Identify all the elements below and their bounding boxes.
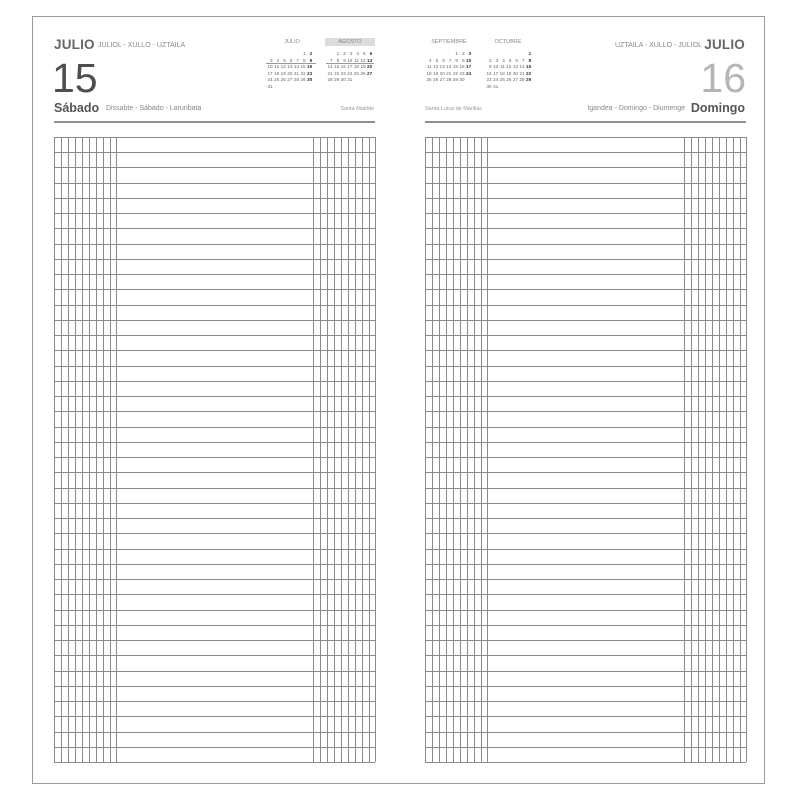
mini-cal-week — [485, 64, 531, 71]
right-month-name: JULIO — [704, 37, 745, 52]
mini-cal-day — [292, 51, 299, 58]
mini-cal-week — [266, 84, 312, 91]
mini-cal-day: 3 — [270, 57, 273, 63]
mini-cal-day: 25 — [353, 70, 359, 76]
mini-cal-day: 16 — [486, 70, 492, 76]
mini-cal-day — [352, 77, 359, 84]
left-month-translations: JULIOL - XULLO - UZTAILA — [98, 42, 186, 49]
mini-cal-day: 29 — [452, 77, 458, 83]
mini-cal-day: 12 — [360, 57, 366, 63]
mini-cal-day — [432, 51, 439, 58]
mini-cal-day — [505, 84, 512, 91]
mini-cal-day — [498, 84, 505, 91]
mini-cal-day: 3 — [349, 51, 353, 56]
mini-cal-week — [266, 51, 312, 58]
left-mini-cal-2-title: AGOSTO — [325, 38, 375, 46]
left-mini-calendar-agosto — [326, 51, 372, 91]
mini-cal-day: 28 — [293, 77, 299, 83]
mini-cal-day: 11 — [500, 64, 505, 70]
mini-cal-day: 14 — [327, 64, 333, 70]
mini-cal-day — [346, 84, 353, 91]
mini-cal-day: 2 — [309, 51, 313, 56]
mini-cal-day — [359, 77, 366, 84]
mini-cal-day: 2 — [343, 51, 346, 56]
mini-cal-day: 8 — [336, 57, 340, 63]
mini-cal-day — [498, 51, 505, 58]
right-mini-calendar-octubre — [485, 51, 531, 91]
mini-cal-day — [366, 77, 373, 84]
right-mini-cal-2-title: OCTUBRE — [494, 39, 522, 45]
mini-cal-week — [485, 58, 531, 65]
mini-cal-day: 26 — [360, 70, 366, 76]
right-day-number: 16 — [700, 55, 746, 101]
mini-cal-week — [326, 77, 372, 84]
mini-cal-day — [438, 51, 445, 58]
mini-cal-week — [425, 58, 471, 65]
mini-cal-day — [451, 84, 458, 91]
mini-cal-day: 21 — [519, 70, 525, 76]
mini-cal-day: 28 — [519, 77, 525, 83]
left-saint-of-day: Santa Matilde — [340, 106, 374, 112]
mini-cal-day: 7 — [330, 57, 333, 63]
mini-cal-day: 28 — [446, 77, 452, 83]
mini-cal-week — [485, 71, 531, 78]
right-header-rule — [425, 121, 746, 123]
mini-cal-day: 13 — [512, 64, 518, 70]
mini-cal-day: 17 — [267, 70, 273, 76]
left-month-name: JULIO — [54, 37, 95, 52]
mini-cal-day: 5 — [508, 57, 512, 63]
mini-cal-day — [286, 84, 293, 91]
mini-cal-day: 7 — [522, 57, 525, 63]
mini-cal-day: 14 — [519, 64, 525, 70]
mini-cal-day: 15 — [334, 64, 340, 70]
mini-cal-day: 9 — [343, 57, 346, 63]
mini-cal-day: 30 — [486, 83, 492, 89]
mini-cal-day: 17 — [466, 64, 472, 70]
mini-cal-day: 9 — [489, 64, 492, 70]
right-weekday-translations: Igandea - Domingo - Diumenge — [587, 105, 685, 112]
mini-cal-day — [286, 51, 293, 58]
mini-cal-day — [359, 84, 366, 91]
mini-cal-day: 30 — [459, 77, 465, 83]
mini-cal-day: 11 — [426, 64, 432, 70]
mini-cal-day — [485, 51, 492, 58]
mini-cal-day: 7 — [448, 57, 452, 63]
left-mini-cal-1-title: JULIO — [284, 39, 300, 45]
mini-cal-day: 26 — [280, 77, 286, 83]
mini-cal-day: 10 — [267, 64, 273, 70]
mini-cal-day — [445, 84, 452, 91]
mini-cal-week — [425, 64, 471, 71]
mini-cal-day: 9 — [462, 57, 465, 63]
mini-cal-day: 14 — [446, 64, 452, 70]
right-weekday: Domingo — [690, 101, 745, 115]
mini-cal-day — [518, 51, 525, 58]
mini-cal-week — [485, 51, 531, 58]
mini-cal-day — [465, 77, 472, 84]
mini-cal-day: 17 — [493, 70, 499, 76]
mini-cal-day: 19 — [433, 70, 439, 76]
mini-cal-day: 13 — [367, 57, 373, 63]
mini-cal-day — [425, 84, 432, 91]
mini-cal-day — [306, 84, 313, 91]
mini-cal-day — [326, 84, 333, 91]
mini-cal-day: 12 — [506, 64, 512, 70]
mini-cal-day — [333, 84, 340, 91]
mini-cal-day — [266, 51, 273, 58]
mini-cal-day — [432, 84, 439, 91]
mini-cal-day: 21 — [327, 70, 333, 76]
mini-cal-week — [326, 71, 372, 78]
mini-cal-week — [326, 51, 372, 58]
mini-cal-day — [326, 51, 333, 58]
mini-cal-day: 7 — [296, 57, 299, 63]
mini-cal-week — [266, 64, 312, 71]
mini-cal-day — [525, 84, 532, 91]
right-month-translations: UZTAILA - XULLO - JULIOL — [614, 42, 702, 49]
mini-cal-day: 21 — [446, 70, 452, 76]
mini-cal-day: 20 — [367, 64, 373, 70]
mini-cal-day: 1 — [336, 51, 340, 56]
mini-cal-day: 2 — [462, 51, 465, 56]
mini-cal-day: 15 — [452, 64, 458, 70]
mini-cal-week — [485, 84, 531, 91]
mini-cal-day: 24 — [267, 77, 273, 83]
mini-cal-day: 5 — [283, 57, 286, 63]
left-mini-cal-divider — [266, 63, 316, 64]
mini-cal-week — [425, 51, 471, 58]
mini-cal-day — [339, 84, 346, 91]
mini-cal-day — [292, 84, 299, 91]
mini-cal-day — [279, 51, 286, 58]
mini-cal-day: 29 — [526, 77, 532, 83]
mini-cal-day: 25 — [274, 77, 280, 83]
mini-cal-day: 20 — [512, 70, 518, 76]
mini-cal-day: 4 — [502, 57, 505, 63]
mini-cal-day: 6 — [289, 57, 293, 63]
mini-cal-day: 22 — [452, 70, 458, 76]
mini-cal-day: 30 — [307, 77, 313, 83]
mini-cal-week — [485, 77, 531, 84]
mini-cal-day: 19 — [506, 70, 512, 76]
mini-cal-day: 8 — [528, 57, 532, 63]
mini-cal-day: 14 — [293, 64, 299, 70]
mini-cal-day: 27 — [287, 77, 293, 83]
left-weekday: Sábado — [54, 101, 100, 115]
mini-cal-week — [326, 84, 372, 91]
left-day-number: 15 — [52, 55, 98, 101]
mini-cal-day: 23 — [340, 70, 346, 76]
right-mini-cal-1-title: SEPTIEMBRE — [431, 39, 467, 45]
mini-cal-day: 18 — [499, 70, 505, 76]
mini-cal-day: 31 — [347, 77, 353, 83]
mini-cal-day: 29 — [300, 77, 306, 83]
mini-cal-day: 15 — [300, 64, 306, 70]
mini-cal-day: 1 — [303, 51, 306, 56]
left-header-rule — [54, 121, 375, 123]
mini-cal-day — [279, 84, 286, 91]
mini-cal-week — [326, 64, 372, 71]
mini-cal-day: 25 — [426, 77, 432, 83]
mini-cal-day: 27 — [367, 70, 373, 76]
mini-cal-day — [465, 84, 472, 91]
mini-cal-week — [266, 71, 312, 78]
mini-cal-day: 10 — [347, 57, 353, 63]
right-notes-grid — [425, 137, 747, 763]
mini-cal-day: 31 — [267, 83, 273, 89]
left-weekday-translations: Dissabte - Sábado - Larunbata — [106, 105, 202, 112]
mini-cal-day — [511, 51, 518, 58]
mini-cal-day: 21 — [293, 70, 299, 76]
mini-cal-day: 23 — [459, 70, 465, 76]
mini-cal-day — [458, 84, 465, 91]
mini-cal-day — [352, 84, 359, 91]
mini-cal-day: 1 — [528, 51, 532, 56]
mini-cal-day: 16 — [307, 64, 313, 70]
mini-cal-day: 27 — [512, 77, 518, 83]
mini-cal-day: 23 — [486, 77, 492, 83]
left-notes-grid — [54, 137, 376, 763]
mini-cal-day: 16 — [459, 64, 465, 70]
mini-cal-week — [425, 77, 471, 84]
mini-cal-day: 2 — [489, 57, 492, 63]
mini-cal-day — [273, 51, 280, 58]
mini-cal-day: 24 — [347, 70, 353, 76]
mini-cal-day: 25 — [499, 77, 505, 83]
mini-cal-day: 15 — [526, 64, 532, 70]
left-mini-calendar-julio — [266, 51, 312, 91]
mini-cal-day — [511, 84, 518, 91]
right-mini-calendar-septiembre — [425, 51, 471, 91]
mini-cal-day: 5 — [363, 51, 366, 56]
mini-cal-day: 22 — [300, 70, 306, 76]
mini-cal-day: 19 — [280, 70, 286, 76]
mini-cal-day: 5 — [435, 57, 439, 63]
mini-cal-day — [492, 51, 499, 58]
mini-cal-day — [445, 51, 452, 58]
mini-cal-day: 29 — [334, 77, 340, 83]
mini-cal-day — [505, 51, 512, 58]
mini-cal-day: 10 — [466, 57, 472, 63]
mini-cal-day: 20 — [439, 70, 445, 76]
mini-cal-day: 11 — [274, 64, 280, 70]
mini-cal-day: 18 — [426, 70, 432, 76]
mini-cal-day: 24 — [466, 70, 472, 76]
mini-cal-day: 1 — [455, 51, 458, 56]
mini-cal-day: 26 — [506, 77, 512, 83]
mini-cal-day: 22 — [526, 70, 532, 76]
mini-cal-day: 20 — [287, 70, 293, 76]
mini-cal-day: 18 — [274, 70, 280, 76]
mini-cal-day: 28 — [327, 77, 333, 83]
mini-cal-day: 26 — [433, 77, 439, 83]
mini-cal-week — [266, 77, 312, 84]
mini-cal-day: 6 — [515, 57, 518, 63]
mini-cal-day: 4 — [356, 51, 359, 56]
mini-cal-day: 4 — [429, 57, 432, 63]
mini-cal-day: 23 — [307, 70, 313, 76]
mini-cal-day: 13 — [287, 64, 293, 70]
mini-cal-day: 18 — [353, 64, 359, 70]
mini-cal-day: 11 — [354, 57, 359, 63]
mini-cal-day — [273, 84, 280, 91]
mini-cal-day: 22 — [334, 70, 340, 76]
mini-cal-day: 3 — [468, 51, 472, 56]
mini-cal-day: 9 — [309, 57, 313, 63]
mini-cal-day: 27 — [439, 77, 445, 83]
mini-cal-day: 10 — [493, 64, 499, 70]
mini-cal-day: 3 — [495, 57, 499, 63]
mini-cal-day — [518, 84, 525, 91]
mini-cal-day — [438, 84, 445, 91]
mini-cal-day: 6 — [442, 57, 445, 63]
mini-cal-day: 24 — [493, 77, 499, 83]
mini-cal-week — [425, 84, 471, 91]
mini-cal-day: 12 — [433, 64, 439, 70]
right-saint-of-day: Santa Luisa de Marillac — [425, 106, 483, 112]
mini-cal-day: 6 — [369, 51, 373, 56]
mini-cal-week — [425, 71, 471, 78]
mini-cal-day: 4 — [276, 57, 280, 63]
left-mini-cal-divider-2 — [326, 63, 374, 64]
mini-cal-day: 30 — [340, 77, 346, 83]
mini-cal-day: 8 — [303, 57, 306, 63]
mini-cal-day — [425, 51, 432, 58]
mini-cal-day: 31 — [493, 83, 499, 89]
mini-cal-day — [299, 84, 306, 91]
mini-cal-day: 16 — [340, 64, 346, 70]
mini-cal-day: 17 — [347, 64, 353, 70]
mini-cal-day: 19 — [360, 64, 366, 70]
mini-cal-day: 13 — [439, 64, 445, 70]
mini-cal-day: 8 — [455, 57, 458, 63]
mini-cal-day: 12 — [280, 64, 286, 70]
mini-cal-day — [366, 84, 373, 91]
